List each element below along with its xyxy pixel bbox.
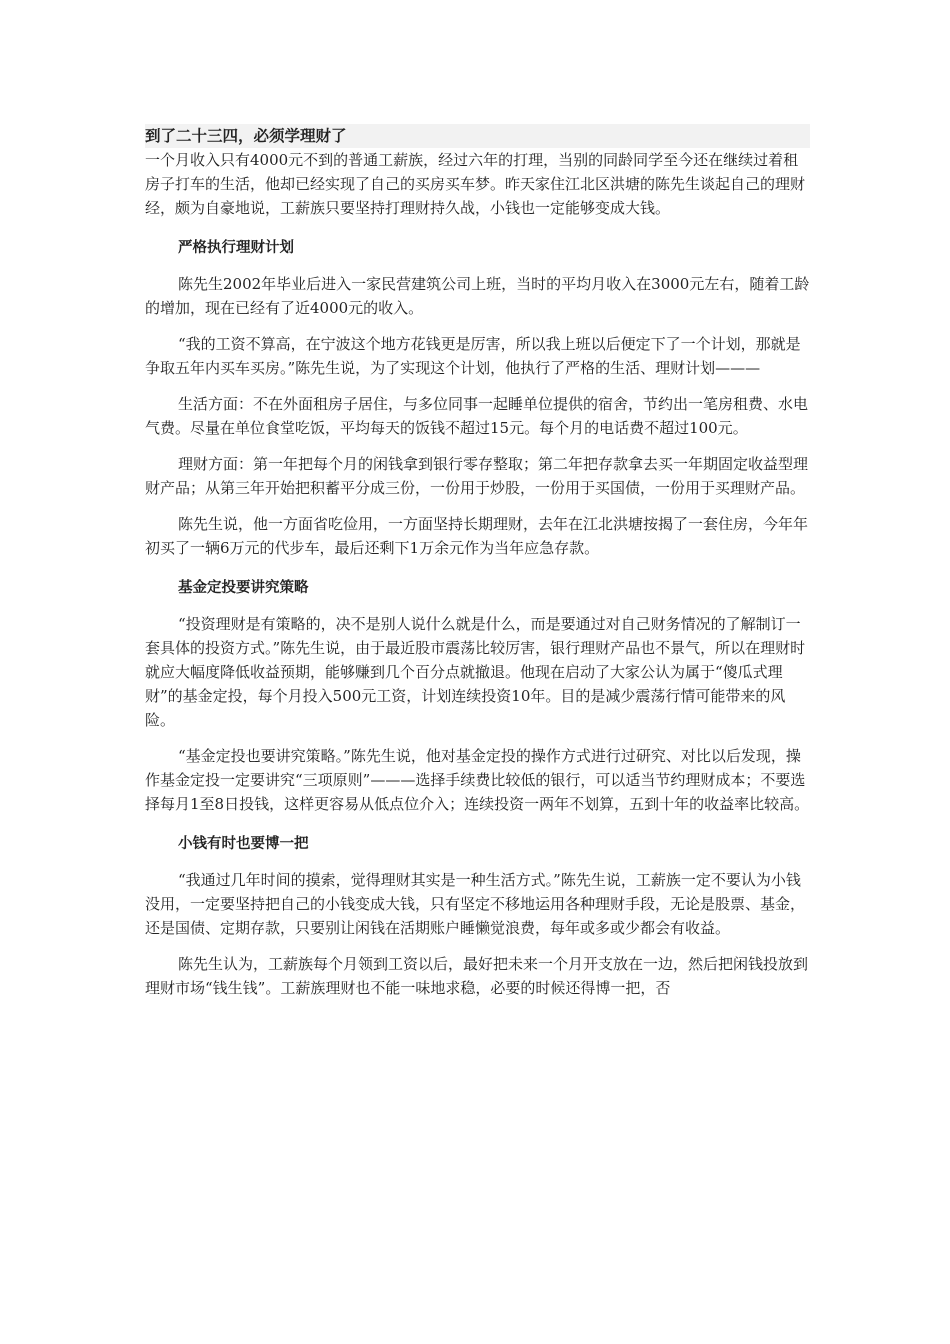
section-heading: 基金定投要讲究策略: [178, 580, 309, 596]
paragraph: “我通过几年时间的摸索，觉得理财其实是一种生活方式。”陈先生说，工薪族一定不要认为小钱没用，一定要坚持把自己的小钱变成大钱，只有坚定不移地运用各种理财手段，无论是股票、基金，还是国债、定期存款，只要别让闲钱在活期账户睡懒觉浪费，每年或多或少都会有收益。: [145, 871, 806, 937]
article-title: 到了二十三四，必须学理财了: [145, 124, 810, 148]
document-page: [145, 124, 810, 1000]
paragraph: 陈先生2002年毕业后进入一家民营建筑公司上班，当时的平均月收入在3000元左右，随着工龄的增加，现在已经有了近4000元的收入。: [145, 275, 810, 317]
section-plan: [145, 236, 810, 560]
paragraph: 陈先生认为，工薪族每个月领到工资以后，最好把未来一个月开支放在一边，然后把闲钱投放到理财市场“钱生钱”。工薪族理财也不能一味地求稳，必要的时候还得博一把，否: [145, 955, 809, 997]
section-fund: [145, 576, 810, 816]
article-intro: 一个月收入只有4000元不到的普通工薪族，经过六年的打理，当别的同龄同学至今还在继续过着租房子打车的生活，他却已经实现了自己的买房买车梦。昨天家住江北区洪塘的陈先生谈起自己的理财经，颇为自豪地说，工薪族只要坚持打理财持久战，小钱也一定能够变成大钱。: [145, 151, 806, 217]
paragraph: “基金定投也要讲究策略。”陈先生说，他对基金定投的操作方式进行过研究、对比以后发现，操作基金定投一定要讲究“三项原则”———选择手续费比较低的银行，可以适当节约理财成本；不要选择每月1至8日投钱，这样更容易从低点位介入；连续投资一两年不划算，五到十年的收益率比较高。: [145, 747, 810, 813]
section-heading: 严格执行理财计划: [178, 240, 294, 256]
section-heading: 小钱有时也要博一把: [178, 836, 309, 852]
paragraph: 理财方面：第一年把每个月的闲钱拿到银行零存整取；第二年把存款拿去买一年期固定收益型理财产品；从第三年开始把积蓄平分成三份，一份用于炒股，一份用于买国债，一份用于买理财产品。: [145, 455, 809, 497]
paragraph: 生活方面：不在外面租房子居住，与多位同事一起睡单位提供的宿舍，节约出一笔房租费、水电气费。尽量在单位食堂吃饭，平均每天的饭钱不超过15元。每个月的电话费不超过100元。: [145, 395, 809, 437]
paragraph: “投资理财是有策略的，决不是别人说什么就是什么，而是要通过对自己财务情况的了解制订一套具体的投资方式。”陈先生说，由于最近股市震荡比较厉害，银行理财产品也不景气，所以在理财时就应大幅度降低收益预期，能够赚到几个百分点就撤退。他现在启动了大家公认为属于“傻瓜式理财”的基金定投，每个月投入500元工资，计划连续投资10年。目的是减少震荡行情可能带来的风险。: [145, 615, 806, 729]
paragraph: 陈先生说，他一方面省吃俭用，一方面坚持长期理财，去年在江北洪塘按揭了一套住房，今年年初买了一辆6万元的代步车，最后还剩下1万余元作为当年应急存款。: [145, 515, 809, 557]
section-small-money: [145, 832, 810, 1000]
paragraph: “我的工资不算高，在宁波这个地方花钱更是厉害，所以我上班以后便定下了一个计划，那就是争取五年内买车买房。”陈先生说，为了实现这个计划，他执行了严格的生活、理财计划———: [145, 335, 801, 377]
